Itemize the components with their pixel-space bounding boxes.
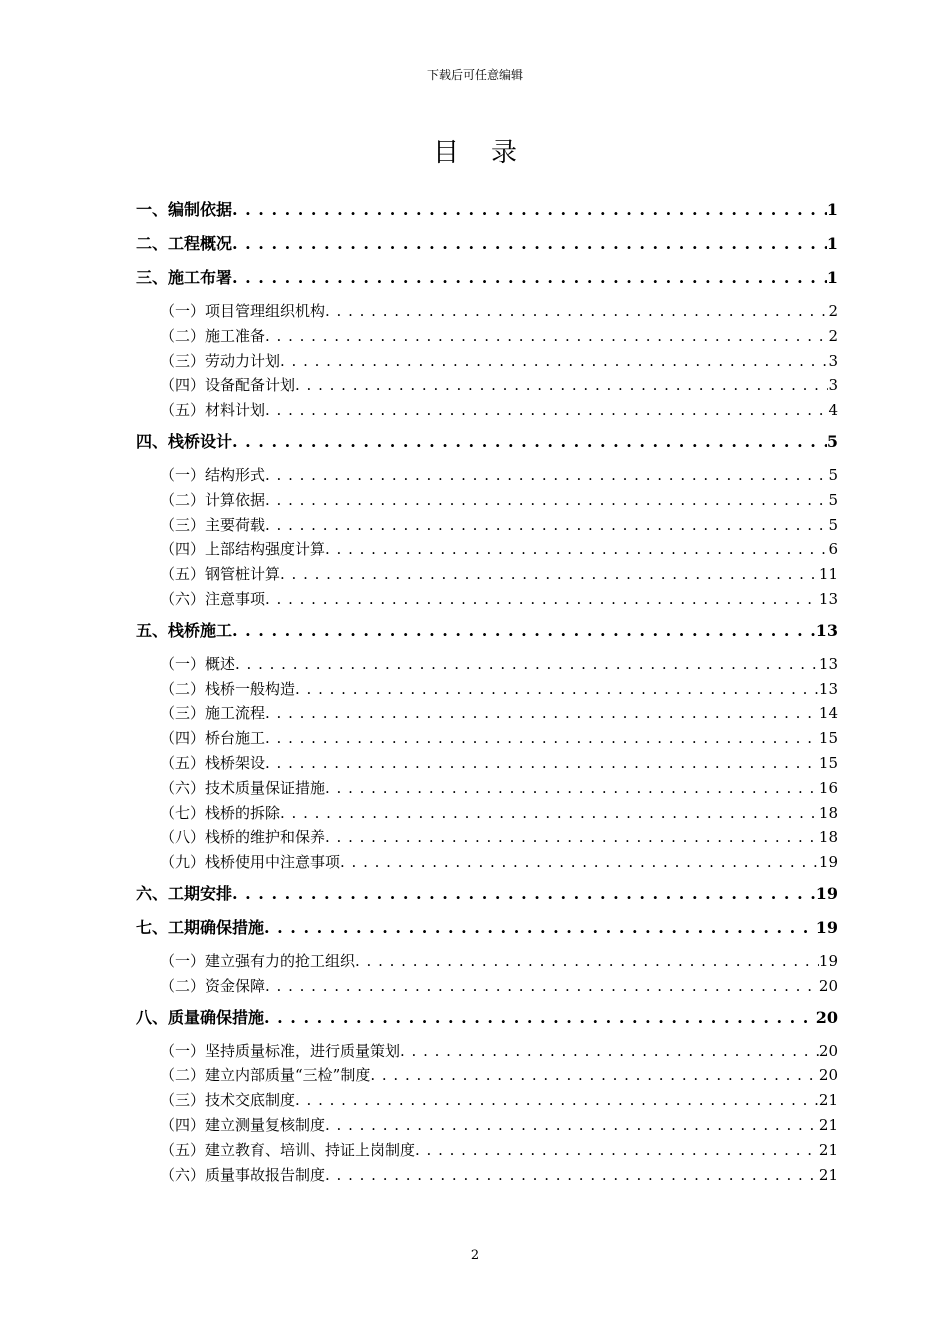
toc-section[interactable] [136,881,838,915]
toc-entry-label: （六）质量事故报告制度 [160,1165,326,1184]
toc-entry-label: 三、施工布署 [136,268,233,287]
toc-subsection[interactable] [136,373,838,398]
toc-leader-dots [295,677,819,702]
toc-leader-dots [325,537,828,562]
toc-subsection[interactable] [136,299,838,324]
toc-subsection[interactable] [136,1113,838,1138]
toc-leader-dots [325,299,828,324]
toc-entry-label: （一）项目管理组织机构 [160,302,326,320]
toc-leader-dots [325,776,819,801]
toc-leader-dots [265,587,819,612]
toc-leader-dots [280,562,819,587]
toc-leader-dots [264,915,816,941]
page-number: 2 [470,1248,480,1263]
toc-entry-label: （八）栈桥的维护和保养 [160,828,326,847]
toc-section[interactable] [136,429,838,463]
toc-entry-label: （四）上部结构强度计算 [160,540,326,559]
toc-entry-label: （五）栈桥架设 [160,753,266,772]
toc-entry-label: （三）主要荷载 [160,515,266,534]
toc-leader-dots [280,349,828,374]
toc-leader-dots [400,1039,819,1064]
toc-entry-page: 19 [815,883,838,903]
toc-entry-page: 18 [818,828,838,847]
toc-entry-page: 18 [818,803,838,822]
toc-entry-page: 13 [818,589,838,608]
toc-leader-dots [265,751,819,776]
toc-entry-label: （六）注意事项 [160,589,266,608]
toc-entry-label: （二）资金保障 [160,976,266,995]
toc-subsection[interactable] [136,850,838,875]
toc-leader-dots [325,1113,819,1138]
toc-entry-page: 13 [818,679,838,698]
toc-subsection[interactable] [136,463,838,488]
toc-subsection[interactable] [136,349,838,374]
toc-entry-page: 20 [818,976,838,995]
toc-entry-page: 2 [828,302,838,320]
toc-entry-label: （二）施工准备 [160,326,266,345]
toc-entry-page: 2 [828,326,838,345]
toc-entry-page: 16 [818,778,838,797]
toc-entry-label: 七、工期确保措施 [136,917,265,937]
toc-entry-page: 21 [818,1165,838,1184]
toc-entry-page: 20 [815,1007,838,1027]
toc-subsection[interactable] [136,726,838,751]
toc-leader-dots [370,1063,819,1088]
toc-entry-page: 13 [815,620,838,640]
toc-entry-label: （九）栈桥使用中注意事项 [160,853,341,872]
toc-entry-page: 15 [818,729,838,748]
toc-subsection[interactable] [136,1063,838,1088]
toc-leader-dots [325,825,819,850]
toc-leader-dots [295,373,828,398]
toc-entry-page: 3 [828,351,838,370]
toc-subsection[interactable] [136,825,838,850]
toc-leader-dots [264,1005,816,1031]
toc-leader-dots [265,701,819,726]
toc-entry-label: 八、质量确保措施 [136,1007,265,1027]
page-header: 下载后可任意编辑 [426,68,523,82]
toc-leader-dots [265,726,819,751]
toc-leader-dots [295,1088,819,1113]
toc-leader-dots [265,463,828,488]
toc-entry-label: （三）技术交底制度 [160,1091,296,1110]
toc-leader-dots [232,265,827,291]
toc-leader-dots [265,398,828,423]
toc-entry-label: 一、编制依据 [136,200,233,219]
toc-entry-label: （五）材料计划 [160,401,266,420]
toc-leader-dots [280,801,819,826]
toc-subsection[interactable] [136,652,838,677]
toc-entry-label: （四）建立测量复核制度 [160,1115,326,1134]
toc-entry-label: （一）结构形式 [160,465,266,484]
toc-section[interactable] [136,618,838,652]
toc-entry-page: 1 [826,200,838,219]
toc-subsection[interactable] [136,562,838,587]
toc-entry-page: 21 [818,1091,838,1110]
toc-entry-page: 19 [815,917,838,937]
toc-entry-label: 五、栈桥施工 [136,620,233,640]
toc-entry-page: 5 [828,465,838,484]
toc-leader-dots [355,949,819,974]
toc-entry-page: 21 [818,1140,838,1159]
toc-subsection[interactable] [136,398,838,423]
toc-entry-page: 11 [818,565,838,584]
toc-subsection[interactable] [136,537,838,562]
toc-entry-label: （三）劳动力计划 [160,351,281,370]
toc-subsection[interactable] [136,1163,838,1188]
toc-leader-dots [265,974,819,999]
toc-subsection[interactable] [136,751,838,776]
title-char-1: 目 [432,138,459,168]
toc-entry-label: （一）建立强有力的抢工组织 [160,951,356,970]
toc-entry-page: 5 [828,515,838,534]
toc-entry-label: （四）桥台施工 [160,729,266,748]
toc-entry-label: （一）坚持质量标准，进行质量策划 [160,1041,401,1060]
toc-subsection[interactable] [136,776,838,801]
toc-subsection[interactable] [136,587,838,612]
toc-entry-label: （七）栈桥的拆除 [160,803,281,822]
toc-leader-dots [232,881,816,907]
toc-leader-dots [325,1163,819,1188]
toc-entry-label: （五）建立教育、培训、持证上岗制度 [160,1140,416,1159]
toc-subsection[interactable] [136,974,838,999]
toc-leader-dots [265,488,828,513]
toc-entry-label: （三）施工流程 [160,704,266,723]
toc-entry-label: （二）建立内部质量“三检”制度 [160,1066,371,1085]
toc-entry-label: （六）技术质量保证措施 [160,778,326,797]
toc-section[interactable] [136,197,838,231]
toc-leader-dots [265,324,828,349]
toc-entry-page: 20 [818,1066,838,1085]
toc-entry-page: 20 [818,1041,838,1060]
toc-entry-label: （二）栈桥一般构造 [160,679,296,698]
toc-leader-dots [265,513,828,538]
toc-subsection[interactable] [136,701,838,726]
toc-entry-page: 19 [818,951,838,970]
toc-subsection[interactable] [136,801,838,826]
toc-entry-page: 19 [818,853,838,872]
table-of-contents [136,197,838,1187]
toc-leader-dots [232,618,816,644]
toc-entry-page: 15 [818,753,838,772]
title-char-2: 录 [491,138,518,168]
toc-entry-page: 4 [828,401,838,420]
toc-leader-dots [232,231,827,257]
toc-entry-page: 14 [818,704,838,723]
toc-section[interactable] [136,1005,838,1039]
toc-leader-dots [340,850,819,875]
toc-entry-page: 3 [828,376,838,395]
toc-subsection[interactable] [136,324,838,349]
toc-entry-page: 1 [826,234,838,253]
toc-entry-label: （五）钢管桩计算 [160,565,281,584]
toc-entry-label: （四）设备配备计划 [160,376,296,395]
page-title [0,132,950,169]
toc-subsection[interactable] [136,1138,838,1163]
toc-subsection[interactable] [136,677,838,702]
toc-subsection[interactable] [136,1039,838,1064]
toc-subsection[interactable] [136,949,838,974]
toc-leader-dots [232,197,827,223]
toc-entry-page: 6 [828,540,838,559]
toc-section[interactable] [136,231,838,265]
toc-entry-label: 二、工程概况 [136,234,233,253]
toc-entry-page: 1 [826,268,838,287]
toc-subsection[interactable] [136,513,838,538]
toc-entry-page: 21 [818,1115,838,1134]
toc-leader-dots [415,1138,819,1163]
toc-subsection[interactable] [136,1088,838,1113]
toc-entry-page: 5 [828,490,838,509]
toc-entry-page: 5 [826,431,838,451]
toc-entry-page: 13 [818,654,838,673]
toc-subsection[interactable] [136,488,838,513]
toc-entry-label: 四、栈桥设计 [136,431,233,451]
toc-entry-label: 六、工期安排 [136,883,233,903]
toc-leader-dots [232,429,827,455]
toc-entry-label: （二）计算依据 [160,490,266,509]
toc-entry-label: （一）概述 [160,654,236,673]
toc-leader-dots [235,652,819,677]
toc-section[interactable] [136,265,838,299]
toc-section[interactable] [136,915,838,949]
